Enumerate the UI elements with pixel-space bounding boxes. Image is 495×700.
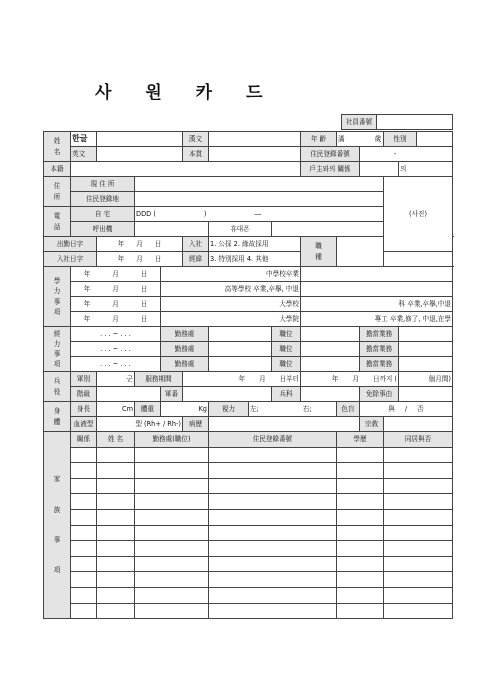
military-type-label: 兵科 [272, 387, 301, 402]
sex-label: 性別 [384, 132, 417, 147]
family-header-rrn: 住民登錄番號 [209, 432, 337, 448]
military-exempt-label: 免除事由 [360, 387, 399, 402]
ddd-close: ) [203, 209, 207, 218]
rrn-label: 住民登錄番號 [301, 147, 360, 162]
experience-office-field-3[interactable] [209, 357, 272, 372]
vision-right: 右; [302, 404, 312, 413]
military-number-label: 軍番 [161, 387, 183, 402]
experience-office-field-1[interactable] [209, 327, 272, 342]
experience-duty-label-1: 擔當業務 [360, 327, 399, 342]
table-row [44, 478, 453, 494]
weight-unit: Kg [198, 404, 207, 413]
education-date-4[interactable]: 年 月 日 [71, 312, 161, 327]
pager-label: 呼出機 [71, 222, 135, 237]
table-row [44, 494, 453, 510]
military-exempt-field[interactable] [399, 387, 453, 402]
height-label: 身長 [71, 402, 97, 417]
domicile-field[interactable] [71, 162, 301, 177]
registered-address-label: 住民登錄地 [71, 192, 135, 207]
rank-field[interactable] [337, 237, 384, 267]
weight-field[interactable] [161, 402, 209, 417]
education-school-2[interactable]: 高等學校 卒業,卒擧, 中退 [161, 282, 301, 297]
experience-office-label-1: 勤務處 [161, 327, 209, 342]
table-row [44, 556, 453, 572]
experience-position-label-2: 職位 [272, 342, 301, 357]
family-header-education: 學歷 [337, 432, 384, 448]
experience-dates-2[interactable]: . . . ~ . . . [71, 342, 161, 357]
military-rank-field[interactable] [97, 387, 161, 402]
domicile-label: 本籍 [44, 162, 71, 177]
career-label: 經緯 [183, 252, 209, 267]
experience-duty-label-2: 擔當業務 [360, 342, 399, 357]
join-date-field[interactable]: 年 月 日 [97, 252, 183, 267]
body-group-label: 身體 [44, 402, 71, 432]
experience-position-field-3[interactable] [301, 357, 360, 372]
experience-position-label-1: 職位 [272, 327, 301, 342]
religion-field[interactable] [384, 417, 453, 432]
home-phone-label: 自 宅 [71, 207, 135, 222]
family-group-label: 家族事項 [44, 432, 71, 619]
family-header-office: 勤務處(職位) [135, 432, 209, 448]
name-group-label: 姓名 [44, 132, 71, 162]
blood-type-label: 血液型 [71, 417, 97, 432]
photo-area: (사진) [384, 177, 453, 252]
table-row [44, 509, 453, 525]
hanja-label: 漢文 [183, 132, 209, 147]
mobile-field[interactable] [272, 222, 384, 237]
employee-number-table [341, 114, 453, 130]
education-detail-2[interactable] [301, 282, 453, 297]
registered-address-field[interactable] [135, 192, 384, 207]
attend-date-field[interactable]: 年 月 日 [97, 237, 183, 252]
table-row [44, 603, 453, 619]
home-phone-field[interactable] [135, 207, 384, 222]
military-months-field[interactable]: 個月間) [399, 372, 453, 387]
experience-duty-label-3: 擔當業務 [360, 357, 399, 372]
education-school-1[interactable]: 中學校卒業 [161, 267, 301, 282]
education-date-3[interactable]: 年 月 日 [71, 297, 161, 312]
age-field[interactable] [337, 132, 384, 147]
education-detail-1[interactable] [301, 267, 453, 282]
table-row [44, 541, 453, 557]
hanja-name-field[interactable] [209, 132, 301, 147]
origin-field[interactable] [209, 147, 301, 162]
english-label: 英文 [71, 147, 97, 162]
vision-left: 左; [250, 404, 259, 413]
employee-card-table [43, 131, 453, 619]
hangul-name-field[interactable] [97, 132, 183, 147]
education-group-label: 學力事項 [44, 267, 71, 327]
pager-field[interactable] [135, 222, 209, 237]
mobile-label: 휴대폰 [209, 222, 272, 237]
family-header-cohabit: 同居與否 [384, 432, 453, 448]
military-group-label: 兵役 [44, 372, 71, 402]
education-date-2[interactable]: 年 月 日 [71, 282, 161, 297]
education-date-1[interactable]: 年 月 日 [71, 267, 161, 282]
table-row [44, 463, 453, 479]
head-relation-field[interactable] [360, 162, 399, 177]
join-type-label: 入社 [183, 237, 209, 252]
military-branch-label: 軍別 [71, 372, 97, 387]
education-school-4[interactable]: 大學院 [161, 312, 301, 327]
experience-dates-3[interactable]: . . . ~ . . . [71, 357, 161, 372]
education-detail-3[interactable]: 科 卒業,卒擧,中退 [301, 297, 453, 312]
education-school-3[interactable]: 大學校 [161, 297, 301, 312]
height-unit: Cm [121, 404, 133, 413]
religion-label: 宗敎 [360, 417, 384, 432]
age-full-text: 滿 [338, 134, 345, 143]
sex-field[interactable] [417, 132, 453, 147]
table-row [44, 587, 453, 603]
experience-position-field-2[interactable] [301, 342, 360, 357]
colorblind-field[interactable]: 與 / 否 [360, 402, 453, 417]
military-branch-field[interactable] [97, 372, 135, 387]
employee-number-field[interactable] [377, 115, 453, 130]
english-name-field[interactable] [97, 147, 183, 162]
table-row [44, 572, 453, 588]
experience-duty-field-1[interactable] [399, 327, 453, 342]
age-label: 年 齡 [301, 132, 337, 147]
attend-date-label: 出勤日字 [44, 237, 97, 252]
illness-label: 病歷 [183, 417, 209, 432]
experience-office-label-2: 勤務處 [161, 342, 209, 357]
page-title: 사 원 카 드 [95, 83, 277, 103]
address-group-label: 住所 [44, 177, 71, 207]
military-type-field[interactable] [301, 387, 360, 402]
experience-position-field-1[interactable] [301, 327, 360, 342]
ddd-prefix: DDD ( [136, 209, 156, 218]
age-unit-text: 歲 [374, 134, 382, 143]
height-field[interactable] [97, 402, 135, 417]
military-rank-label: 階級 [71, 387, 97, 402]
phone-group-label: 電話 [44, 207, 71, 237]
military-branch-suffix: 군 [126, 374, 133, 383]
experience-group-label: 經力事項 [44, 327, 71, 372]
employee-number-label: 社員番號 [342, 115, 377, 130]
table-row [44, 447, 453, 463]
head-suffix-text: 의 [399, 162, 453, 177]
hangul-label: 한글 [71, 132, 97, 147]
military-from-field[interactable]: 年 月 日부터 [183, 372, 301, 387]
blood-type-field[interactable]: 型 (Rh+ / Rh-) [97, 417, 183, 432]
weight-label: 體重 [135, 402, 161, 417]
military-number-field[interactable] [183, 387, 272, 402]
experience-position-label-3: 職位 [272, 357, 301, 372]
colorblind-label: 色盲 [337, 402, 360, 417]
current-address-label: 現 住 所 [71, 177, 135, 192]
rank-label: 職種 [301, 237, 337, 267]
experience-duty-field-2[interactable] [399, 342, 453, 357]
origin-label: 本貫 [183, 147, 209, 162]
rrn-field[interactable] [360, 147, 453, 162]
vision-label: 視力 [209, 402, 249, 417]
colorblind-yes: 與 [388, 404, 395, 413]
current-address-field[interactable] [135, 177, 384, 192]
experience-duty-field-3[interactable] [399, 357, 453, 372]
phone-dash: ― [254, 209, 262, 218]
experience-office-label-3: 勤務處 [161, 357, 209, 372]
experience-dates-1[interactable]: . . . ~ . . . [71, 327, 161, 342]
colorblind-no: 否 [417, 404, 424, 413]
illness-field[interactable] [209, 417, 360, 432]
rrn-dash: - [394, 149, 397, 158]
family-header-relation: 關係 [71, 432, 97, 448]
experience-office-field-2[interactable] [209, 342, 272, 357]
military-to-field[interactable]: 年 月 日까지 ( [301, 372, 399, 387]
military-period-label: 服務期間 [135, 372, 183, 387]
join-options-text: 1. 公採 2. 緣故採用 [209, 237, 301, 252]
join-date-label: 入社日字 [44, 252, 97, 267]
family-header-name: 姓 名 [97, 432, 135, 448]
table-row [44, 525, 453, 541]
career-options-text: 3. 特別採用 4. 其他 [209, 252, 301, 267]
vision-field[interactable] [249, 402, 337, 417]
head-relation-label: 戶主와의 關係 [301, 162, 360, 177]
education-detail-4[interactable]: 專工 卒業,修了, 中退,在學 [301, 312, 453, 327]
